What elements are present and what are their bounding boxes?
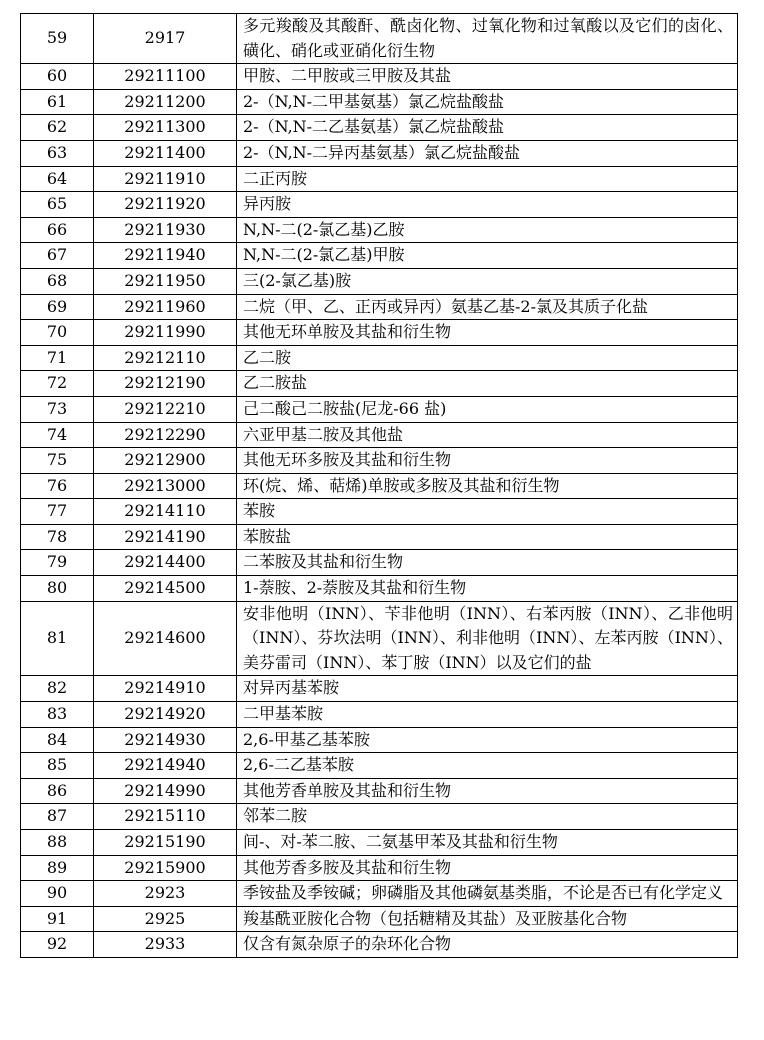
goods-description: 其他无环多胺及其盐和衍生物: [237, 448, 738, 474]
table-row: [21, 550, 738, 576]
goods-description: 2,6-二乙基苯胺: [237, 753, 738, 779]
table-row: [21, 192, 738, 218]
table-row: [21, 320, 738, 346]
row-number: 88: [21, 830, 94, 856]
table-row: [21, 804, 738, 830]
table-row: [21, 294, 738, 320]
hs-code: 29214190: [94, 524, 237, 550]
row-number: 66: [21, 217, 94, 243]
table-row: [21, 115, 738, 141]
table-row: [21, 448, 738, 474]
goods-description: 二正丙胺: [237, 166, 738, 192]
row-number: 92: [21, 932, 94, 958]
goods-description: 苯胺: [237, 499, 738, 525]
row-number: 68: [21, 268, 94, 294]
table-row: [21, 906, 738, 932]
hs-code: 29211910: [94, 166, 237, 192]
row-number: 74: [21, 422, 94, 448]
goods-description: 2,6-甲基乙基苯胺: [237, 727, 738, 753]
hs-code: 29214940: [94, 753, 237, 779]
goods-description: 甲胺、二甲胺或三甲胺及其盐: [237, 64, 738, 90]
goods-description: N,N-二(2-氯乙基)乙胺: [237, 217, 738, 243]
hs-code: 2925: [94, 906, 237, 932]
hs-code: 29212210: [94, 396, 237, 422]
hs-code: 29212110: [94, 345, 237, 371]
hs-code: 29214990: [94, 778, 237, 804]
hs-code: 29214110: [94, 499, 237, 525]
table-row: [21, 778, 738, 804]
goods-description: N,N-二(2-氯乙基)甲胺: [237, 243, 738, 269]
row-number: 70: [21, 320, 94, 346]
row-number: 81: [21, 601, 94, 676]
table-row: [21, 64, 738, 90]
goods-description: 季铵盐及季铵碱；卵磷脂及其他磷氨基类脂，不论是否已有化学定义: [237, 881, 738, 907]
table-row: [21, 166, 738, 192]
goods-description: 2-（N,N-二乙基氨基）氯乙烷盐酸盐: [237, 115, 738, 141]
goods-description: 其他芳香多胺及其盐和衍生物: [237, 855, 738, 881]
goods-description: 2-（N,N-二甲基氨基）氯乙烷盐酸盐: [237, 89, 738, 115]
table-row: [21, 702, 738, 728]
hs-code: 29211940: [94, 243, 237, 269]
goods-description: 环(烷、烯、萜烯)单胺或多胺及其盐和衍生物: [237, 473, 738, 499]
row-number: 78: [21, 524, 94, 550]
row-number: 71: [21, 345, 94, 371]
row-number: 65: [21, 192, 94, 218]
hs-code: 29211100: [94, 64, 237, 90]
hs-code: 29211300: [94, 115, 237, 141]
table-row: [21, 217, 738, 243]
goods-description: 间-、对-苯二胺、二氨基甲苯及其盐和衍生物: [237, 830, 738, 856]
hs-code: 29214920: [94, 702, 237, 728]
table-row: [21, 89, 738, 115]
table-row: [21, 881, 738, 907]
goods-description: 仅含有氮杂原子的杂环化合物: [237, 932, 738, 958]
table-row: [21, 855, 738, 881]
hs-code: 2933: [94, 932, 237, 958]
table-row: [21, 601, 738, 676]
row-number: 73: [21, 396, 94, 422]
goods-table: [20, 13, 738, 958]
hs-code: 29215900: [94, 855, 237, 881]
hs-code: 29211920: [94, 192, 237, 218]
row-number: 91: [21, 906, 94, 932]
row-number: 87: [21, 804, 94, 830]
row-number: 63: [21, 140, 94, 166]
table-row: [21, 727, 738, 753]
table-body: [21, 14, 738, 958]
table-row: [21, 932, 738, 958]
goods-description: 1-萘胺、2-萘胺及其盐和衍生物: [237, 576, 738, 602]
row-number: 75: [21, 448, 94, 474]
goods-description: 乙二胺盐: [237, 371, 738, 397]
table-row: [21, 576, 738, 602]
goods-description: 苯胺盐: [237, 524, 738, 550]
goods-description: 六亚甲基二胺及其他盐: [237, 422, 738, 448]
row-number: 62: [21, 115, 94, 141]
hs-code: 29214500: [94, 576, 237, 602]
hs-code: 29214400: [94, 550, 237, 576]
goods-description: 己二酸己二胺盐(尼龙-66 盐): [237, 396, 738, 422]
goods-description: 邻苯二胺: [237, 804, 738, 830]
goods-description: 多元羧酸及其酸酐、酰卤化物、过氧化物和过氧酸以及它们的卤化、磺化、硝化或亚硝化衍生物: [237, 14, 738, 64]
goods-description: 三(2-氯乙基)胺: [237, 268, 738, 294]
hs-code: 29211990: [94, 320, 237, 346]
row-number: 80: [21, 576, 94, 602]
goods-description: 对异丙基苯胺: [237, 676, 738, 702]
hs-code: 29211930: [94, 217, 237, 243]
row-number: 76: [21, 473, 94, 499]
hs-code: 29211950: [94, 268, 237, 294]
hs-code: 29212290: [94, 422, 237, 448]
goods-description: 羧基酰亚胺化合物（包括糖精及其盐）及亚胺基化合物: [237, 906, 738, 932]
row-number: 86: [21, 778, 94, 804]
table-row: [21, 268, 738, 294]
goods-description: 乙二胺: [237, 345, 738, 371]
goods-description: 安非他明（INN）、苄非他明（INN）、右苯丙胺（INN）、乙非他明（INN）、芬坎法明（INN）、利非他明（INN）、左苯丙胺（INN）、美芬雷司（INN）、苯丁胺（INN）以及它们的盐: [237, 601, 738, 676]
table-row: [21, 676, 738, 702]
row-number: 69: [21, 294, 94, 320]
row-number: 61: [21, 89, 94, 115]
goods-description: 2-（N,N-二异丙基氨基）氯乙烷盐酸盐: [237, 140, 738, 166]
row-number: 79: [21, 550, 94, 576]
hs-code: 29215110: [94, 804, 237, 830]
hs-code: 29211960: [94, 294, 237, 320]
table-row: [21, 371, 738, 397]
goods-description: 二甲基苯胺: [237, 702, 738, 728]
hs-code: 29214930: [94, 727, 237, 753]
hs-code: 29212900: [94, 448, 237, 474]
row-number: 89: [21, 855, 94, 881]
row-number: 82: [21, 676, 94, 702]
row-number: 90: [21, 881, 94, 907]
hs-code: 29211200: [94, 89, 237, 115]
table-row: [21, 140, 738, 166]
table-row: [21, 14, 738, 64]
row-number: 59: [21, 14, 94, 64]
goods-description: 二烷（甲、乙、正丙或异丙）氨基乙基-2-氯及其质子化盐: [237, 294, 738, 320]
hs-code: 29214910: [94, 676, 237, 702]
row-number: 72: [21, 371, 94, 397]
row-number: 84: [21, 727, 94, 753]
table-row: [21, 345, 738, 371]
row-number: 85: [21, 753, 94, 779]
goods-description: 其他无环单胺及其盐和衍生物: [237, 320, 738, 346]
row-number: 64: [21, 166, 94, 192]
table-row: [21, 473, 738, 499]
hs-code: 29214600: [94, 601, 237, 676]
row-number: 60: [21, 64, 94, 90]
row-number: 77: [21, 499, 94, 525]
row-number: 67: [21, 243, 94, 269]
goods-description: 异丙胺: [237, 192, 738, 218]
table-row: [21, 753, 738, 779]
hs-code: 2917: [94, 14, 237, 64]
table-row: [21, 243, 738, 269]
table-row: [21, 830, 738, 856]
hs-code: 29215190: [94, 830, 237, 856]
row-number: 83: [21, 702, 94, 728]
goods-description: 其他芳香单胺及其盐和衍生物: [237, 778, 738, 804]
table-row: [21, 422, 738, 448]
table-row: [21, 396, 738, 422]
hs-code: 29213000: [94, 473, 237, 499]
goods-description: 二苯胺及其盐和衍生物: [237, 550, 738, 576]
table-row: [21, 524, 738, 550]
hs-code: 2923: [94, 881, 237, 907]
hs-code: 29211400: [94, 140, 237, 166]
table-row: [21, 499, 738, 525]
hs-code: 29212190: [94, 371, 237, 397]
